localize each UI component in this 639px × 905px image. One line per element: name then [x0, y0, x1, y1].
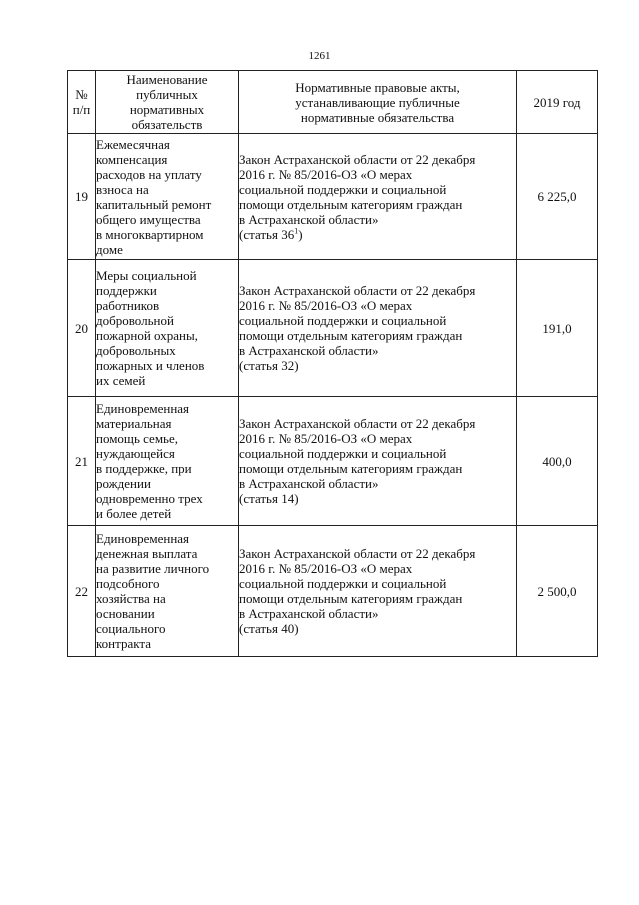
row-amount: 2 500,0 [517, 526, 598, 657]
header-number: № п/п [68, 71, 96, 134]
row-amount: 191,0 [517, 260, 598, 397]
row-act: Закон Астраханской области от 22 декабря 2016 г. № 85/2016-ОЗ «О мерах социальной поддержки и социальной помощи отдельным категориям граждан в Астраханской области» (статья $36^1$) [239, 134, 517, 260]
row-name: Единовременная денежная выплата на развитие личного подсобного хозяйства на основании социального контракта [96, 526, 239, 657]
header-name: Наименование публичных нормативных обязательств [96, 71, 239, 134]
header-act: Нормативные правовые акты, устанавливающие публичные нормативные обязательства [239, 71, 517, 134]
table-row [68, 260, 598, 397]
table-row [68, 134, 598, 260]
row-article: (статья 32) [239, 358, 299, 373]
row-article: (статья 14) [239, 491, 299, 506]
obligations-table [67, 70, 598, 657]
row-name: Меры социальной поддержки работников добровольной пожарной охраны, добровольных пожарных и членов их семей [96, 260, 239, 397]
table-row [68, 397, 598, 526]
row-number: 21 [68, 397, 96, 526]
table-header-row [68, 71, 598, 134]
row-name: Ежемесячная компенсация расходов на уплату взноса на капитальный ремонт общего имущества в многоквартирном доме [96, 134, 239, 260]
row-act: Закон Астраханской области от 22 декабря 2016 г. № 85/2016-ОЗ «О мерах социальной поддержки и социальной помощи отдельным категориям граждан в Астраханской области» (статья 40) [239, 526, 517, 657]
row-number: 22 [68, 526, 96, 657]
row-number: 19 [68, 134, 96, 260]
row-amount: 400,0 [517, 397, 598, 526]
row-name: Единовременная материальная помощь семье, нуждающейся в поддержке, при рождении одновременно трех и более детей [96, 397, 239, 526]
row-amount: 6 225,0 [517, 134, 598, 260]
row-article: (статья 36 [239, 226, 295, 242]
row-act: Закон Астраханской области от 22 декабря 2016 г. № 85/2016-ОЗ «О мерах социальной поддержки и социальной помощи отдельным категориям граждан в Астраханской области» (статья 14) [239, 397, 517, 526]
row-act: Закон Астраханской области от 22 декабря 2016 г. № 85/2016-ОЗ «О мерах социальной поддержки и социальной помощи отдельным категориям граждан в Астраханской области» (статья 32) [239, 260, 517, 397]
page-number: 1261 [308, 50, 331, 62]
row-article: (статья 40) [239, 621, 299, 636]
header-year: 2019 год [517, 71, 598, 134]
table-row [68, 526, 598, 657]
row-number: 20 [68, 260, 96, 397]
row-article-sup: 1 [294, 226, 299, 236]
